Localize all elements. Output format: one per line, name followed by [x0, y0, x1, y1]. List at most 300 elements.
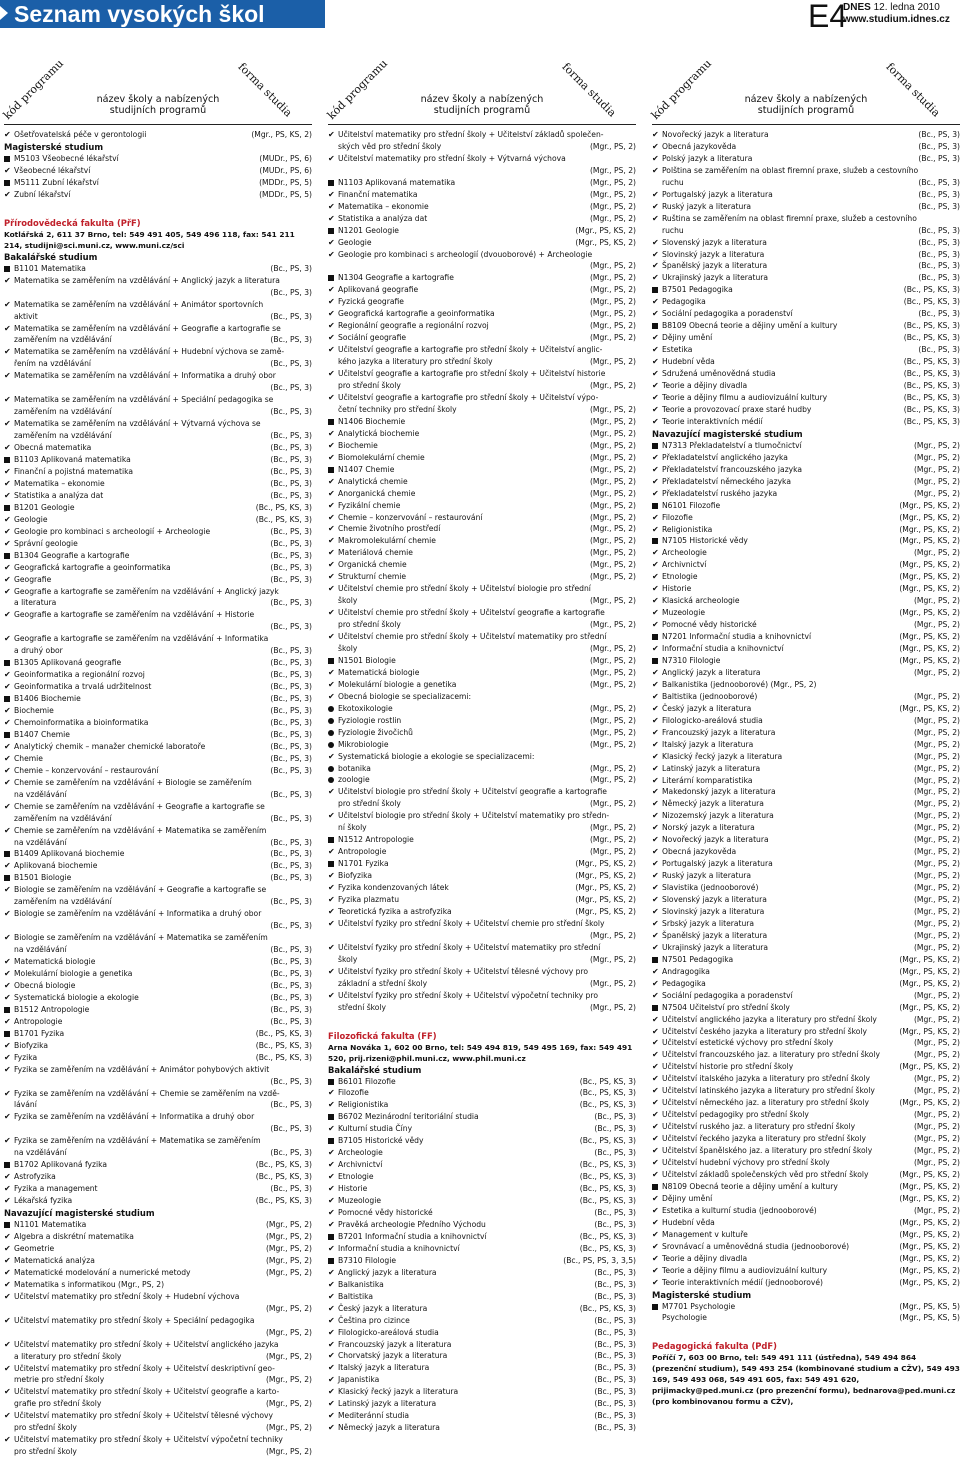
field-row [328, 1207, 636, 1219]
study-form: (Bc., PS, 3) [594, 1148, 636, 1158]
field-row [328, 535, 636, 547]
entry-text: Ukrajinský jazyk a literatura [662, 273, 769, 283]
square-icon [328, 1138, 334, 1144]
entry-text: Polština se zaměřením na oblast firemní praxe, služeb a cestovního [662, 165, 919, 175]
field-row [4, 1422, 312, 1434]
field-row [328, 727, 636, 739]
entry-text: N1512 Antropologie [338, 835, 414, 845]
field-row [652, 356, 960, 368]
study-form: (Mgr., PS, 2) [913, 464, 960, 474]
field-row [328, 822, 636, 834]
study-form: (Bc., PS, KS, 3) [903, 404, 960, 414]
study-form: (Mgr., PS, 2) [589, 333, 636, 343]
study-form: (Mgr., PS, 2) [589, 1002, 636, 1012]
field-row [652, 296, 960, 308]
field-row [652, 858, 960, 870]
study-form: (Mgr., PS, 2) [913, 476, 960, 486]
field-row [328, 237, 636, 249]
entry-text: Archivnictví [662, 560, 707, 570]
study-form: (Bc., PS, 3) [594, 1291, 636, 1301]
study-form: (Mgr., PS, 2) [589, 201, 636, 211]
checkmark-icon: ✔ [652, 679, 659, 689]
study-form: (Mgr., PS, 2) [913, 775, 960, 785]
checkmark-icon: ✔ [652, 165, 659, 175]
entry-text: ruchu [662, 225, 684, 235]
field-row [4, 597, 312, 609]
field-row [652, 476, 960, 488]
study-form: (Bc., PS, KS, 3) [903, 416, 960, 426]
entry-text: Etnologie [662, 572, 698, 582]
entry-text: Management v kultuře [662, 1229, 748, 1239]
square-icon [652, 287, 658, 293]
checkmark-icon: ✔ [652, 751, 659, 761]
entry-text: B1702 Aplikovaná fyzika [14, 1160, 108, 1170]
study-form: (Mgr., PS, 2) [589, 416, 636, 426]
study-form: (MDDr., PS, 5) [259, 189, 312, 199]
field-row [652, 1169, 960, 1181]
field-row [328, 392, 636, 404]
entry-text: Teorie a dějiny divadla [662, 1253, 748, 1263]
entry-text: Religionistika [662, 524, 713, 534]
entry-text: četní techniky pro střední školy [338, 404, 457, 414]
study-form: (Mgr., PS, 2) [589, 165, 636, 175]
entry-text: Matematika s informatikou (Mgr., PS, 2) [14, 1279, 165, 1289]
study-form: (Mgr., PS, KS, 2) [899, 978, 960, 988]
entry-text: Geologie pro kombinaci s archeologií + Archeologie [14, 526, 211, 536]
study-form: (Mgr., PS, KS, 2) [899, 1098, 960, 1108]
field-row [652, 751, 960, 763]
entry-text: Učitelství historie pro střední školy [662, 1062, 794, 1072]
entry-text: Chemie se zaměřením na vzdělávání + Matematika se zaměřením [14, 825, 267, 835]
field-row [652, 679, 960, 691]
entry-text: Mikrobiologie [338, 739, 389, 749]
field-row [328, 1195, 636, 1207]
study-form: (Mgr., PS, 2) [913, 488, 960, 498]
entry-text: Fyzika plazmatu [338, 895, 400, 904]
entry-text: školy [338, 954, 358, 964]
entry-text: aktivit [14, 311, 38, 321]
field-row [328, 1099, 636, 1111]
field-row [328, 1002, 636, 1014]
study-form: (Bc., PS, 3) [594, 1411, 636, 1421]
field-row [4, 514, 312, 526]
entry-text: Analytický chemik – manažer chemické laboratoře [14, 741, 206, 751]
square-icon [4, 1007, 10, 1013]
field-row [4, 777, 312, 789]
entry-text: Etnologie [338, 1172, 374, 1182]
field-row [4, 1231, 312, 1243]
program-row [328, 225, 636, 237]
entry-text: Matematika se zaměřením na vzdělávání + Hudební výchova se zamě- [14, 347, 285, 357]
field-row [328, 1243, 636, 1255]
entry-text: Sociální pedagogika a poradenství [662, 309, 793, 319]
field-row [328, 798, 636, 810]
checkmark-icon: ✔ [328, 1208, 335, 1218]
study-form: (Mgr., PS, 2) [589, 512, 636, 522]
study-form: (Bc., PS, 3) [270, 717, 312, 727]
checkmark-icon: ✔ [4, 1339, 11, 1349]
entry-text: Geologie [338, 237, 372, 247]
checkmark-icon: ✔ [652, 572, 659, 582]
study-form: (Bc., PS, 3) [270, 466, 312, 476]
study-form: (Mgr., PS, KS, 2) [899, 655, 960, 665]
study-form: (Mgr., PS, 2) [589, 643, 636, 653]
study-form: (Bc., PS, 3) [594, 1375, 636, 1385]
field-row [652, 583, 960, 595]
field-row [4, 129, 312, 141]
study-form: (Mgr., PS, 2) [589, 655, 636, 665]
checkmark-icon: ✔ [652, 1086, 659, 1096]
entry-text: Slovenský jazyk a literatura [662, 895, 767, 905]
study-form: (Bc., PS, 3) [594, 1267, 636, 1277]
field-row [652, 416, 960, 428]
checkmark-icon: ✔ [652, 357, 659, 367]
square-icon [328, 1079, 334, 1085]
field-row [328, 476, 636, 488]
checkmark-icon: ✔ [4, 717, 11, 727]
study-form: (Bc., PS, 3) [918, 141, 960, 151]
square-icon [4, 180, 10, 186]
study-form: (Bc., PS, PS, 3, 3,5) [563, 1255, 636, 1265]
field-row [328, 1386, 636, 1398]
study-form: (Bc., PS, 3) [918, 345, 960, 355]
entry-text: B1101 Matematika [14, 263, 86, 273]
field-row [328, 153, 636, 165]
entry-text: Obecná jazykověda [662, 141, 737, 151]
entry-text: školy [338, 596, 358, 606]
field-row [652, 703, 960, 715]
faculty-address: Poříčí 7, 603 00 Brno, tel: 549 491 111 (ústředna), 549 494 864 (prezenční studium), 549 493 254 (kombinované studium a CŽV), 549 493 169, 549 493 068, 549 491 605, fax: 549 491 620, prijimacky@ped.muni.cz (pro prezenční formu), bednarova@ped.muni.cz (pro kombinovanou formu a CŽV), [652, 1353, 960, 1407]
checkmark-icon: ✔ [652, 715, 659, 725]
entry-text: Učitelství latinského jazyka a literatury pro střední školy [662, 1086, 875, 1096]
study-form: (Mgr., PS, KS, 2) [575, 859, 636, 869]
study-form: (Mgr., PS, 2) [589, 954, 636, 964]
program-row [4, 693, 312, 705]
checkmark-icon: ✔ [4, 1184, 11, 1194]
entry-text: Učitelství matematiky pro střední školy + Speciální pedagogika [14, 1315, 255, 1325]
checkmark-icon: ✔ [652, 763, 659, 773]
entry-text: Biologie se zaměřením na vzdělávání + Matematika se zaměřením [14, 933, 268, 943]
program-row [328, 1135, 636, 1147]
field-row [4, 1123, 312, 1135]
field-row [4, 837, 312, 849]
checkmark-icon: ✔ [328, 1411, 335, 1421]
study-form: (Bc., PS, 3) [270, 478, 312, 488]
entry-text: Historie [662, 584, 692, 594]
entry-text: B1103 Aplikovaná matematika [14, 455, 131, 465]
square-icon [328, 658, 334, 664]
study-form: (Mgr., PS, 2) [913, 1146, 960, 1156]
study-form: (Mgr., PS, KS, 2) [899, 954, 960, 964]
study-form: (Mgr., PS, 2) [589, 488, 636, 498]
checkmark-icon: ✔ [4, 165, 11, 175]
study-form: (Bc., PS, 3) [270, 383, 312, 393]
field-row [4, 765, 312, 777]
field-row [4, 418, 312, 430]
checkmark-icon: ✔ [328, 871, 335, 881]
entry-text: Biofyzika [338, 871, 373, 881]
checkmark-icon: ✔ [328, 1363, 335, 1373]
entry-text: kého jazyka a literatury pro střední školy [338, 357, 493, 367]
study-form: (Mgr., PS, 2) [589, 297, 636, 307]
checkmark-icon: ✔ [328, 1100, 335, 1110]
study-form: (Bc., PS, 3) [270, 1184, 312, 1194]
entry-text: M7701 Psychologie [662, 1301, 736, 1311]
field-row [4, 932, 312, 944]
checkmark-icon: ✔ [652, 369, 659, 379]
entry-text: Balkanistika (jednooborové) (Mgr., PS, 2) [662, 679, 817, 689]
checkmark-icon: ✔ [4, 1232, 11, 1242]
entry-text: Ruský jazyk a literatura [662, 871, 752, 881]
study-form: (Bc., PS, 3) [918, 201, 960, 211]
entry-text: Baltistika [338, 1291, 374, 1301]
checkmark-icon: ✔ [4, 992, 11, 1002]
study-form: (Mgr., PS, KS, 2) [899, 1217, 960, 1227]
checkmark-icon: ✔ [4, 1112, 11, 1122]
checkmark-icon: ✔ [652, 237, 659, 247]
square-icon [328, 1114, 334, 1120]
study-form: (Bc., PS, 3) [918, 189, 960, 199]
checkmark-icon: ✔ [4, 538, 11, 548]
square-icon [328, 467, 334, 473]
study-form: (Bc., PS, 3) [270, 741, 312, 751]
study-form: (Mgr., PS, 2) [589, 727, 636, 737]
entry-text: Biomolekulární chemie [338, 452, 425, 462]
field-row [328, 1350, 636, 1362]
faculty-address: Arna Nováka 1, 602 00 Brno, tel: 549 494 819, 549 495 169, fax: 549 491 520, prij.rizeni@phil.muni.cz, www.phil.muni.cz [328, 1042, 633, 1063]
study-form: (Bc., PS, KS, 3) [579, 1184, 636, 1194]
checkmark-icon: ✔ [4, 299, 11, 309]
field-row [328, 715, 636, 727]
entry-text: Učitelství geografie a kartografie pro střední školy + Učitelství výpo- [338, 392, 599, 402]
checkmark-icon: ✔ [652, 189, 659, 199]
field-row [328, 201, 636, 213]
column-header [648, 55, 960, 125]
program-row [328, 272, 636, 284]
entry-text: metrie pro střední školy [14, 1375, 105, 1385]
study-form: (Mgr., PS, KS, 2) [899, 512, 960, 522]
checkmark-icon: ✔ [328, 942, 335, 952]
study-form: (Mgr., PS, KS, 5) [899, 1313, 960, 1323]
field-row [328, 165, 636, 177]
study-form: (Bc., PS, 3) [594, 1279, 636, 1289]
field-row [4, 490, 312, 502]
field-row [328, 523, 636, 535]
field-row [4, 1363, 312, 1375]
field-row [652, 1121, 960, 1133]
checkmark-icon: ✔ [4, 1279, 11, 1289]
entry-text: Správní geologie [14, 538, 78, 548]
field-row [4, 1099, 312, 1111]
checkmark-icon: ✔ [328, 285, 335, 295]
field-row [328, 966, 636, 978]
entry-text: Slavistika (jednooborové) [662, 883, 759, 893]
program-row [4, 657, 312, 669]
square-icon [652, 443, 658, 449]
checkmark-icon: ✔ [4, 347, 11, 357]
field-row [4, 1303, 312, 1315]
study-form: (Mgr., PS, KS, 2) [575, 225, 636, 235]
faculty-address: Kotlářská 2, 611 37 Brno, tel: 549 491 405, 549 496 118, fax: 541 211 214, studijni@sci.muni.cz, www.muni.cz/sci [4, 229, 295, 250]
field-row [652, 906, 960, 918]
entry-text: Geografie a kartografie se zaměřením na vzdělávání + Informatika [14, 634, 269, 644]
study-form: (Bc., PS, 3) [918, 273, 960, 283]
entry-text: Učitelství matematiky pro střední školy + Učitelství tělesné výchovy [14, 1411, 273, 1421]
entry-text: Učitelství řeckého jazyka a literatury pro střední školy [662, 1134, 867, 1144]
study-form: (Bc., PS, KS, 3) [255, 1052, 312, 1062]
field-row [652, 727, 960, 739]
field-row [328, 571, 636, 583]
study-form: (Bc., PS, 3) [270, 682, 312, 692]
checkmark-icon: ✔ [652, 476, 659, 486]
program-row [652, 1181, 960, 1193]
checkmark-icon: ✔ [328, 691, 335, 701]
study-form: (Bc., PS, 3) [270, 287, 312, 297]
study-form: (MUDr., PS, 6) [259, 165, 312, 175]
study-form: (Bc., PS, 3) [270, 311, 312, 321]
field-row [652, 1109, 960, 1121]
study-form: (Mgr., PS, 2) [913, 907, 960, 916]
square-icon [652, 957, 658, 963]
program-row [4, 153, 312, 165]
field-row [328, 512, 636, 524]
section-heading: Magisterské studium [4, 141, 104, 152]
study-form: (Mgr., PS, 2) [589, 823, 636, 833]
study-form: (Mgr., PS, KS, 2) [575, 883, 636, 893]
field-row [652, 344, 960, 356]
entry-text: Biofyzika [14, 1040, 49, 1050]
field-row [652, 691, 960, 703]
entry-text: Obecná biologie se specializacemi: [338, 691, 472, 701]
checkmark-icon: ✔ [4, 1291, 11, 1301]
study-form: (Mgr., PS, KS, 2) [899, 1062, 960, 1072]
study-form: (Bc., PS, 3) [270, 729, 312, 739]
study-form: (MDDr., PS, 5) [259, 177, 312, 187]
study-form: (Mgr., PS, 2) [265, 1303, 312, 1313]
entry-text: Hudební věda [662, 1217, 715, 1227]
checkmark-icon: ✔ [4, 634, 11, 644]
checkmark-icon: ✔ [328, 584, 335, 594]
checkmark-icon: ✔ [4, 1172, 11, 1182]
study-form: (Bc., PS, 3) [270, 490, 312, 500]
study-form: (Bc., PS, 3) [270, 837, 312, 847]
entry-text: Geometrie [14, 1243, 55, 1253]
entry-text: školy [338, 643, 358, 653]
entry-text: zaměřením na vzdělávání [14, 431, 112, 441]
field-row [328, 1279, 636, 1291]
entry-text: Učitelství matematiky pro střední školy + Učitelství základů společen- [338, 130, 604, 139]
field-row [4, 1147, 312, 1159]
entry-text: B1701 Fyzika [14, 1028, 65, 1038]
checkmark-icon: ✔ [652, 775, 659, 785]
field-row [328, 870, 636, 882]
checkmark-icon: ✔ [652, 871, 659, 881]
study-form: (Mgr., PS, 2) [913, 1122, 960, 1132]
field-row [4, 358, 312, 370]
study-form: (Bc., PS, 3) [270, 765, 312, 775]
study-form: (Mgr., PS, KS, 2) [899, 584, 960, 594]
study-form: (Bc., PS, KS, 3) [579, 1076, 636, 1086]
entry-text: Učitelství hudební výchovy pro střední školy [662, 1158, 830, 1168]
field-row [652, 1037, 960, 1049]
study-form: (Mgr., PS, KS, 2) [899, 703, 960, 713]
checkmark-icon: ✔ [328, 608, 335, 618]
study-form: (Bc., PS, 3) [270, 1100, 312, 1110]
field-row [652, 763, 960, 775]
entry-text: botanika [338, 763, 371, 773]
checkmark-icon: ✔ [328, 1399, 335, 1409]
field-row [652, 715, 960, 727]
entry-text: Biochemie [338, 440, 378, 450]
entry-text: Anglický jazyk a literatura [662, 667, 761, 677]
program-row [4, 454, 312, 466]
entry-text: ruchu [662, 177, 684, 187]
checkmark-icon: ✔ [4, 562, 11, 572]
study-form: (Mgr., PS, 2) [913, 715, 960, 725]
study-form: (Mgr., PS, 2) [913, 763, 960, 773]
study-form: (Bc., PS, KS, 3) [579, 1196, 636, 1206]
entry-text: Teorie a dějiny filmu a audiovizuální kultury [662, 1265, 828, 1275]
field-row [328, 320, 636, 332]
checkmark-icon: ✔ [328, 213, 335, 223]
entry-text: Anorganická chemie [338, 488, 416, 498]
field-row [328, 607, 636, 619]
field-row [328, 1303, 636, 1315]
checkmark-icon: ✔ [4, 1387, 11, 1397]
field-row [652, 260, 960, 272]
field-row [652, 834, 960, 846]
field-row [652, 786, 960, 798]
study-form: (Mgr., PS, 2) [913, 942, 960, 952]
entry-text: Chemie – konzervování – restaurování [338, 512, 483, 522]
study-form: (Bc., PS, 3) [270, 359, 312, 369]
field-row [328, 1327, 636, 1339]
field-row [4, 334, 312, 346]
checkmark-icon: ✔ [652, 1026, 659, 1036]
study-form: (Bc., PS, 3) [270, 694, 312, 704]
entry-text: na vzdělávání [14, 945, 67, 955]
checkmark-icon: ✔ [328, 883, 335, 893]
square-icon [4, 696, 10, 702]
checkmark-icon: ✔ [328, 1243, 335, 1253]
field-row [4, 669, 312, 681]
checkmark-icon: ✔ [4, 1243, 11, 1253]
square-icon [652, 1304, 658, 1310]
entry-text: Biochemie [14, 706, 54, 716]
checkmark-icon: ✔ [652, 213, 659, 223]
entry-text: N7105 Historické vědy [662, 536, 748, 546]
field-row [652, 524, 960, 536]
checkmark-icon: ✔ [652, 739, 659, 749]
entry-text: B6101 Filozofie [338, 1076, 396, 1086]
checkmark-icon: ✔ [4, 825, 11, 835]
field-row [652, 930, 960, 942]
checkmark-icon: ✔ [328, 201, 335, 211]
study-form: (Mgr., PS, 2) [913, 1158, 960, 1168]
study-form: (Mgr., PS, 2) [589, 476, 636, 486]
entry-text: B7105 Historické vědy [338, 1136, 424, 1146]
study-form: (Bc., PS, 3) [594, 1387, 636, 1397]
entry-text: N7201 Informační studia a knihovnictví [662, 632, 812, 642]
field-row [652, 739, 960, 751]
entry-text: Psychologie [662, 1313, 707, 1323]
study-form: (Mgr., PS, 2) [589, 524, 636, 534]
checkmark-icon: ✔ [328, 1196, 335, 1206]
field-row [4, 1398, 312, 1410]
field-row [4, 1315, 312, 1327]
study-form: (Mgr., PS, 2) [589, 273, 636, 283]
entry-text: zaměřením na vzdělávání [14, 897, 112, 907]
